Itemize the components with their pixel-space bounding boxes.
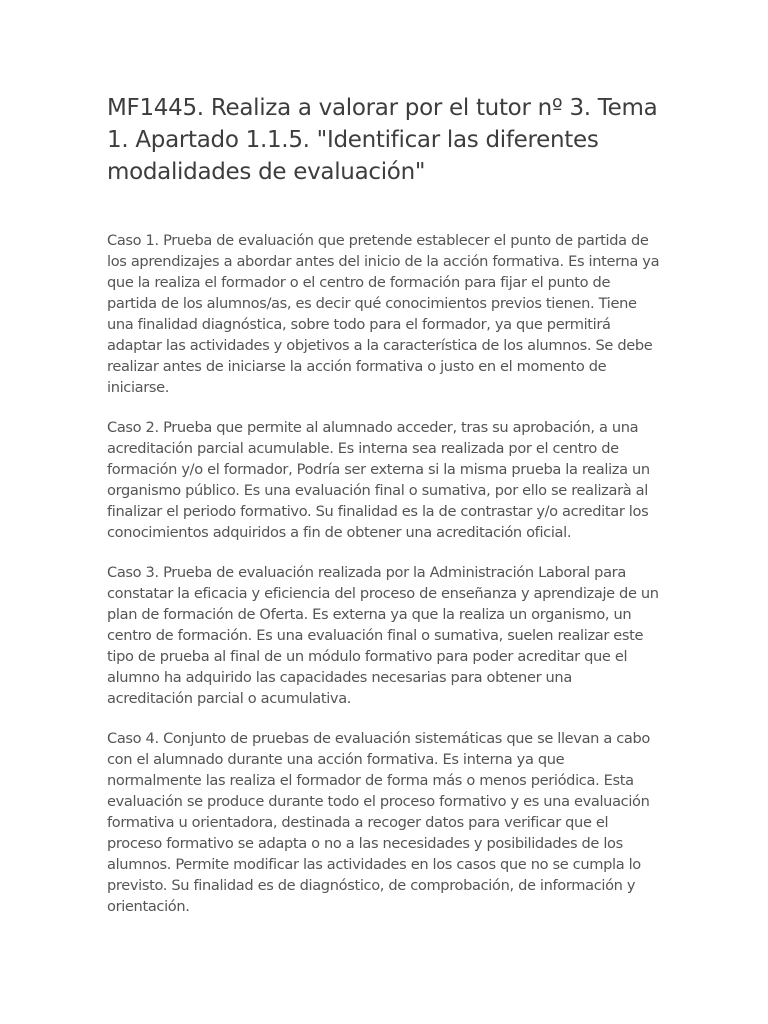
- paragraph-caso-1: Caso 1. Prueba de evaluación que pretende establecer el punto de partida de los aprendizajes a abordar antes del inicio de la acción formativa. Es interna ya que la realiza el formador o el centro de formación para fijar el punto de partida de los alumnos/as, es decir qué conocimientos previos tienen. Tiene una finalidad diagnóstica, sobre todo para el formador, ya que permitirá adaptar las actividades y objetivos a la característica de los alumnos. Se debe realizar antes de iniciarse la acción formativa o justo en el momento de iniciarse.: [107, 232, 660, 396]
- paragraph-caso-2: Caso 2. Prueba que permite al alumnado acceder, tras su aprobación, a una acreditación parcial acumulable. Es interna sea realizada por el centro de formación y/o el formador, Podría ser externa si la misma prueba la realiza un organismo público. Es una evaluación final o sumativa, por ello se realizarà al finalizar el periodo formativo. Su finalidad es la de contrastar y/o acreditar los conocimientos adquiridos a fin de obtener una acreditación oficial.: [107, 419, 650, 541]
- paragraph-caso-3: Caso 3. Prueba de evaluación realizada por la Administración Laboral para constatar la eficacia y eficiencia del proceso de enseñanza y aprendizaje de un plan de formación de Oferta. Es externa ya que la realiza un organismo, un centro de formación. Es una evaluación final o sumativa, suelen realizar este tipo de prueba al final de un módulo formativo para poder acreditar que el alumno ha adquirido las capacidades necesarias para obtener una acreditación parcial o acumulativa.: [107, 564, 659, 707]
- paragraph-caso-4: Caso 4. Conjunto de pruebas de evaluación sistemáticas que se llevan a cabo con el alumnado durante una acción formativa. Es interna ya que normalmente las realiza el formador de forma más o menos periódica. Esta evaluación se produce durante todo el proceso formativo y es una evaluación formativa u orientadora, destinada a recoger datos para verificar que el proceso formativo se adapta o no a las necesidades y posibilidades de los alumnos. Permite modificar las actividades en los casos que no se cumpla lo previsto. Su finalidad es de diagnóstico, de comprobación, de información y orientación.: [107, 730, 650, 915]
- document-title: MF1445. Realiza a valorar por el tutor nº 3. Tema 1. Apartado 1.1.5. "Identificar las diferentes modalidades de evaluación": [107, 95, 658, 185]
